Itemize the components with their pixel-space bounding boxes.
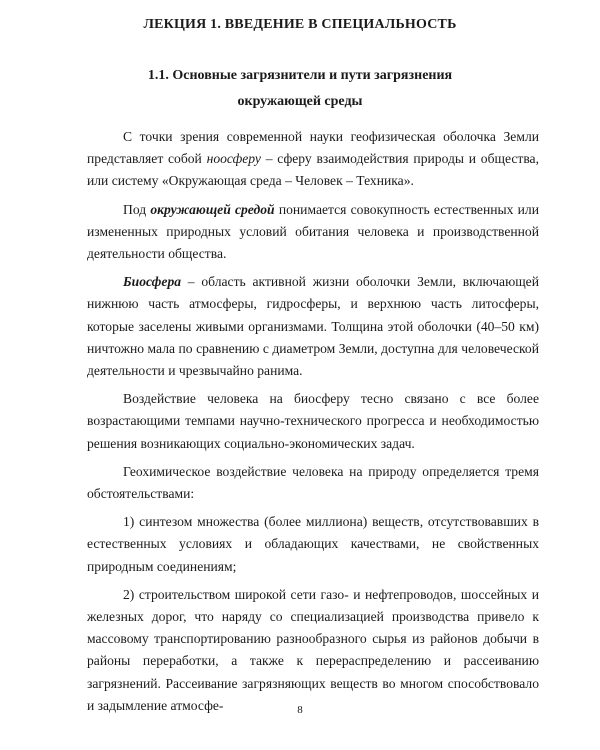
paragraph-text: С точки зрения современной науки геофизическая оболочка Земли представляет собой <box>87 129 539 167</box>
term-noosphere: ноосферу <box>206 151 261 167</box>
paragraph-environment <box>87 199 539 266</box>
paragraph-text: – область активной жизни оболочки Земли, включающей нижнюю часть атмосферы, гидросферы, и верхнюю часть литосферы, которые заселены живыми организмами. Толщина этой оболочки (40–50 км) ничтожно мала по сравнению с диаметром Земли, доступна для человеческой деятельности и чрезвычайно ранима. <box>87 274 539 379</box>
section-title <box>0 63 600 115</box>
paragraph-biosphere <box>87 271 539 382</box>
paragraph-geochemical: Геохимическое воздействие человека на природу определяется тремя обстоятельствами: <box>87 463 539 502</box>
term-environment: окружающей средой <box>150 201 275 217</box>
paragraph-text: Под <box>123 201 151 217</box>
page-number: 8 <box>297 704 303 716</box>
paragraph-noosphere <box>87 126 539 193</box>
section-title-line-2: окружающей среды <box>237 94 363 109</box>
list-item-2: 2) строительством широкой сети газо- и нефтепроводов, шоссейных и железных дорог, что наряду со специализацией производства привело к массовому транспортированию разнообразного сырья из районов добычи в районы переработки, а также к перераспределению и рассеиванию загрязнений. Рассеивание загрязняющих веществ во многом способствовало и задымление атмосфе- <box>87 586 539 713</box>
body-text <box>87 126 539 723</box>
chapter-title: ЛЕКЦИЯ 1. ВВЕДЕНИЕ В СПЕЦИАЛЬНОСТЬ <box>143 17 457 32</box>
section-title-line-1: 1.1. Основные загрязнители и пути загрязнения <box>147 68 453 83</box>
list-item-1: 1) синтезом множества (более миллиона) веществ, отсутствовавших в естественных условиях и обладающих качествами, не свойственных природным соединениям; <box>87 514 539 574</box>
term-biosphere: Биосфера <box>123 274 182 290</box>
paragraph-text: – сферу взаимодействия природы и общества, или систему «Окружающая среда – Человек – Техника». <box>87 151 539 189</box>
paragraph-text: понимается совокупность естественных или измененных природных условий обитания человека и производственной деятельности общества. <box>87 201 539 262</box>
paragraph-human-impact: Воздействие человека на биосферу тесно связано с все более возрастающими темпами научно-технического прогресса и необходимостью решения возникающих социально-экономических задач. <box>87 391 539 451</box>
